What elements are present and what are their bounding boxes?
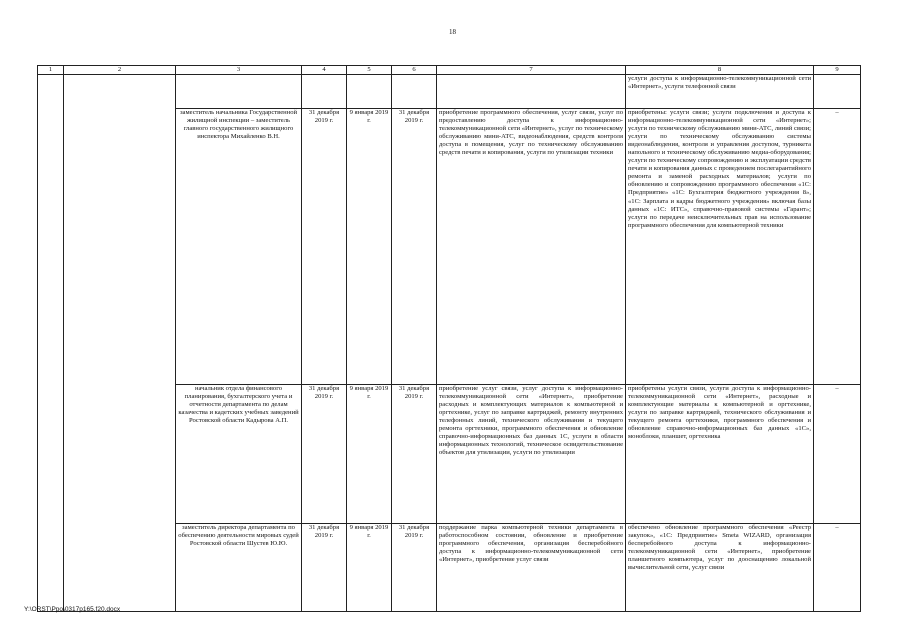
cell-date-mid: 9 января 2019 г. [347,109,392,385]
document-table [37,65,861,612]
cell-col1-merged [38,75,64,612]
cell-acquired: приобретены: услуги связи; услуги подключения и доступа к информационно-телекоммуникационной сети «Интернет»; услуги по техническому обслуживанию мини-АТС, линий связи; услуги по техническому обслуживанию системы видеонаблюдения, контроля и управления доступом, турникета напольного и техническому обслуживанию медиа-оборудования; услуги по техническому сопровождению и эксплуатации средств печати и копирования данных с проведением послегарантийного ремонта и заменой расходных материалов; услуги по обновлению и сопровождению программного обеспечения «1С: Предприятие» «1С: Бухгалтерия бюджетного учреждения 8», «1С: Зарплата и кадры бюджетного учреждения» включая базы данных «1С: ИТС», справочно-правовой системы «Гарант»; услуги по передаче неисключительных прав на использование программного обеспечения для компьютерной техники [626,109,814,385]
cell-note: – [814,524,861,612]
cell-date-mid: 9 января 2019 г. [347,385,392,524]
column-number-7: 7 [437,66,626,75]
column-number-3: 3 [176,66,302,75]
table-row-continuation [38,75,861,109]
cell-empty [176,75,302,109]
column-number-4: 4 [302,66,347,75]
cell-position: начальник отдела финансового планирования, бухгалтерского учета и отчетности департамента по делам казачества и кадетских учебных заведений Ростовской области Кадырова А.П. [176,385,302,524]
cell-note: – [814,109,861,385]
file-path-footer: Y:\ORST\Ppo\0317p165.f20.docx [24,606,121,613]
cell-col2-merged [64,75,176,612]
cell-date-start: 31 декабря 2019 г. [302,109,347,385]
cell-date-start: 31 декабря 2019 г. [302,524,347,612]
cell-date-end: 31 декабря 2019 г. [392,385,437,524]
cell-acquired: обеспечено обновление программного обеспечения «Реестр закупок», «1С: Предприятие» Smeta WIZARD, организация бесперебойного доступа к информационно-телекоммуникационной сети «Интернет», приобретение планшетного компьютера, услуг по дооснащению локальной вычислительной сети, услуг связи [626,524,814,612]
cell-empty [437,75,626,109]
cell-date-end: 31 декабря 2019 г. [392,524,437,612]
cell-acquired: приобретены услуги связи, услуги доступа к информационно-телекоммуникационной сети «Интернет», расходные и комплектующие материалы к компьютерной и оргтехнике, услуги по заправке картриджей, технического обслуживания и текущего ремонта оргтехники, программного обеспечения и обновление справочно-информационных баз данных «1С», моноблоки, планшет, оргтехника [626,385,814,524]
page-number: 18 [449,28,456,36]
cell-empty [392,75,437,109]
column-number-1: 1 [38,66,64,75]
cell-empty [347,75,392,109]
column-number-5: 5 [347,66,392,75]
cell-purchase: поддержание парка компьютерной техники департамента в работоспособном состоянии, обновление и приобретение программного обеспечения, организация бесперебойного доступа к информационно-телекоммуникационной сети «Интернет», приобретение услуг связи [437,524,626,612]
cell-position: заместитель начальника Государственной жилищной инспекции – заместитель главного государственного жилищного инспектора Михайленко В.Н. [176,109,302,385]
column-number-9: 9 [814,66,861,75]
cell-note: – [814,385,861,524]
cell-acquired-continuation: услуги доступа к информационно-телекоммуникационной сети «Интернет», услуги телефонной связи [626,75,814,109]
column-number-8: 8 [626,66,814,75]
cell-empty [302,75,347,109]
cell-date-start: 31 декабря 2019 г. [302,385,347,524]
column-number-2: 2 [64,66,176,75]
column-number-6: 6 [392,66,437,75]
cell-date-end: 31 декабря 2019 г. [392,109,437,385]
cell-purchase: приобретение программного обеспечения, услуг связи, услуг по предоставлению доступа к информационно-телекоммуникационной сети «Интернет», услуг по техническому обслуживанию мини-АТС, видеонаблюдения, средств контроля доступа в помещения, услуг по техническому обслуживанию средств печати и копирования, услуги по утилизации техники [437,109,626,385]
cell-purchase: приобретение услуг связи, услуг доступа к информационно-телекоммуникационной сети «Интернет», приобретение расходных и комплектующих материалов к компьютерной и оргтехнике, услуг по заправке картриджей, ремонту внутренних телефонных линий, технического обслуживания и текущего ремонта оргтехники, программного обеспечения и обновление справочно-информационных баз данных 1С, услуги в области информационных технологий, техническое освидетельствование объектов для утилизации, услуги по утилизации [437,385,626,524]
cell-empty [814,75,861,109]
cell-position: заместитель директора департамента по обеспечению деятельности мировых судей Ростовской области Шустев Ю.Ю. [176,524,302,612]
cell-date-mid: 9 января 2019 г. [347,524,392,612]
table-header-row [38,66,861,75]
